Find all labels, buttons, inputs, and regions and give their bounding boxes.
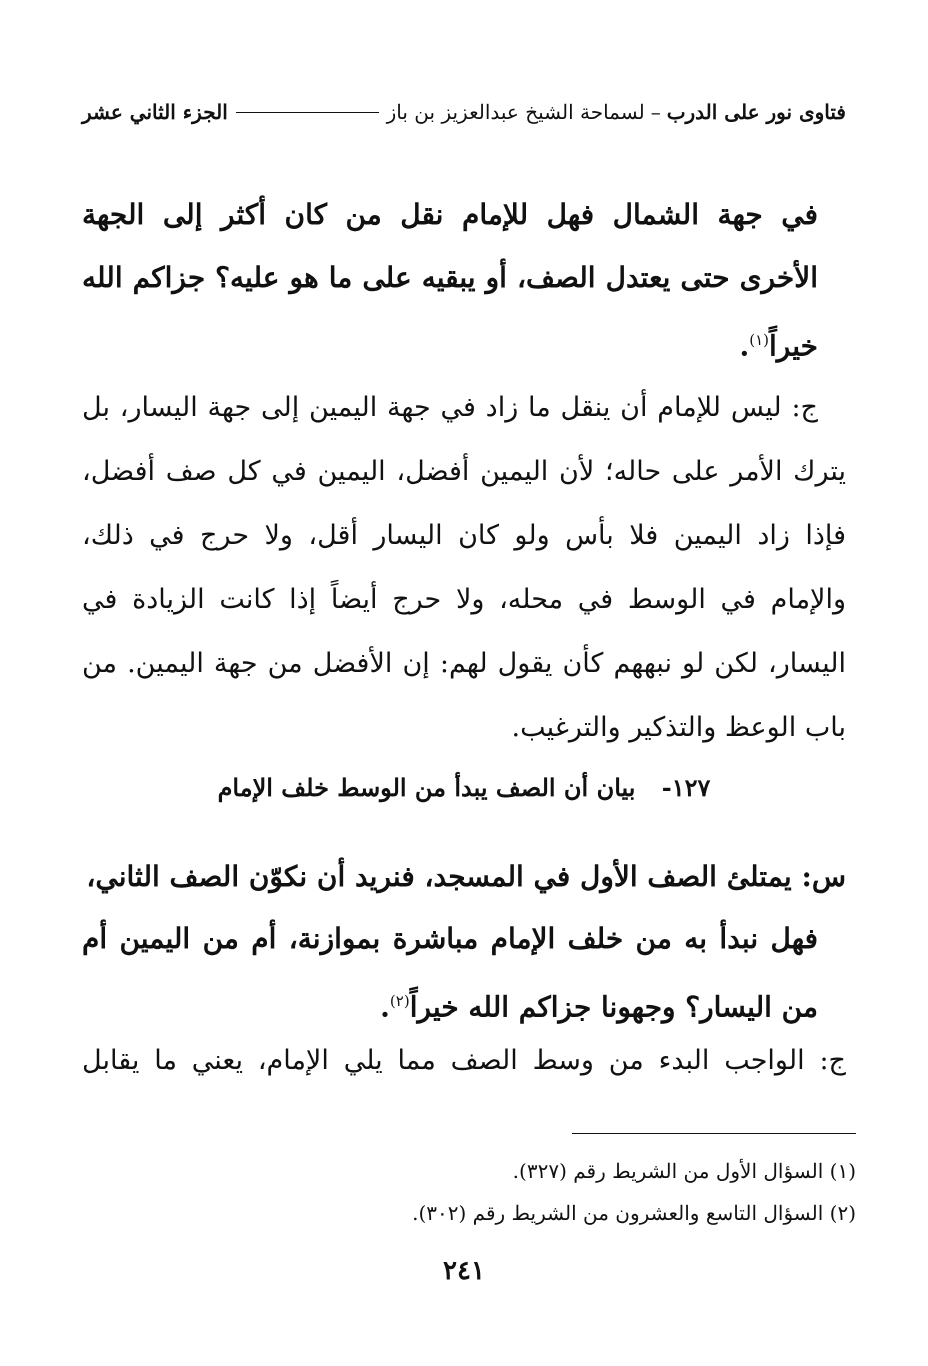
question-2-text: فهل نبدأ به من خلف الإمام مباشرة بموازنة، أم من اليمين أم من اليسار؟ وجهونا جزاكم الله خيراً <box>82 922 818 1024</box>
question-1-continuation <box>82 183 818 377</box>
header-author: لسماحة الشيخ عبدالعزيز بن باز <box>386 100 645 124</box>
answer-1 <box>82 376 846 760</box>
section-heading <box>82 768 846 808</box>
header-book-title: فتاوى نور على الدرب <box>666 100 846 124</box>
running-header <box>82 92 846 132</box>
answer-2-text: ج: الواجب البدء من وسط الصف مما يلي الإمام، يعني ما يقابل <box>82 1045 846 1076</box>
footnote-1: (١) السؤال الأول من الشريط رقم (٣٢٧). <box>512 1159 856 1183</box>
page-number: ٢٤١ <box>443 1256 485 1286</box>
answer-2 <box>82 1030 846 1092</box>
footnote-ref-2: (٢) <box>389 992 410 1010</box>
question-2-prefix: س: يمتلئ الصف الأول في المسجد، فنريد أن نكوّن الصف الثاني، <box>86 860 846 893</box>
footnotes <box>100 1150 856 1234</box>
question-2-body <box>82 908 846 1038</box>
answer-1-text: ج: ليس للإمام أن ينقل ما زاد في جهة اليمين إلى جهة اليسار، بل يترك الأمر على حاله؛ لأن اليمين أفضل، اليمين في كل صف أفضل، فإذا زاد اليمين فلا بأس ولو كان اليسار أقل، ولا حرج في ذلك، والإمام في الوسط في محله، ولا حرج أيضاً إذا كانت الزيادة في اليسار، لكن لو نبههم كأن يقول لهم: إن الأفضل من جهة اليمين. من باب الوعظ والتذكير والترغيب. <box>82 392 846 743</box>
footnote-separator <box>572 1133 856 1134</box>
question-2-end: . <box>380 990 390 1024</box>
question-1-end: . <box>739 329 750 363</box>
footnote-ref-1: (١) <box>749 331 769 349</box>
header-rule <box>236 112 379 113</box>
section-title: بيان أن الصف يبدأ من الوسط خلف الإمام <box>217 773 636 802</box>
question-2 <box>82 846 846 1038</box>
section-number: ١٢٧- <box>661 773 711 802</box>
header-dash: – <box>650 100 661 124</box>
question-1-text: في جهة الشمال فهل للإمام نقل من كان أكثر إلى الجهة الأخرى حتى يعتدل الصف، أو يبقيه على ما هو عليه؟ جزاكم الله خيراً <box>82 198 818 363</box>
header-volume: الجزء الثاني عشر <box>82 100 228 124</box>
footnote-2: (٢) السؤال التاسع والعشرون من الشريط رقم (٣٠٢). <box>412 1201 856 1225</box>
